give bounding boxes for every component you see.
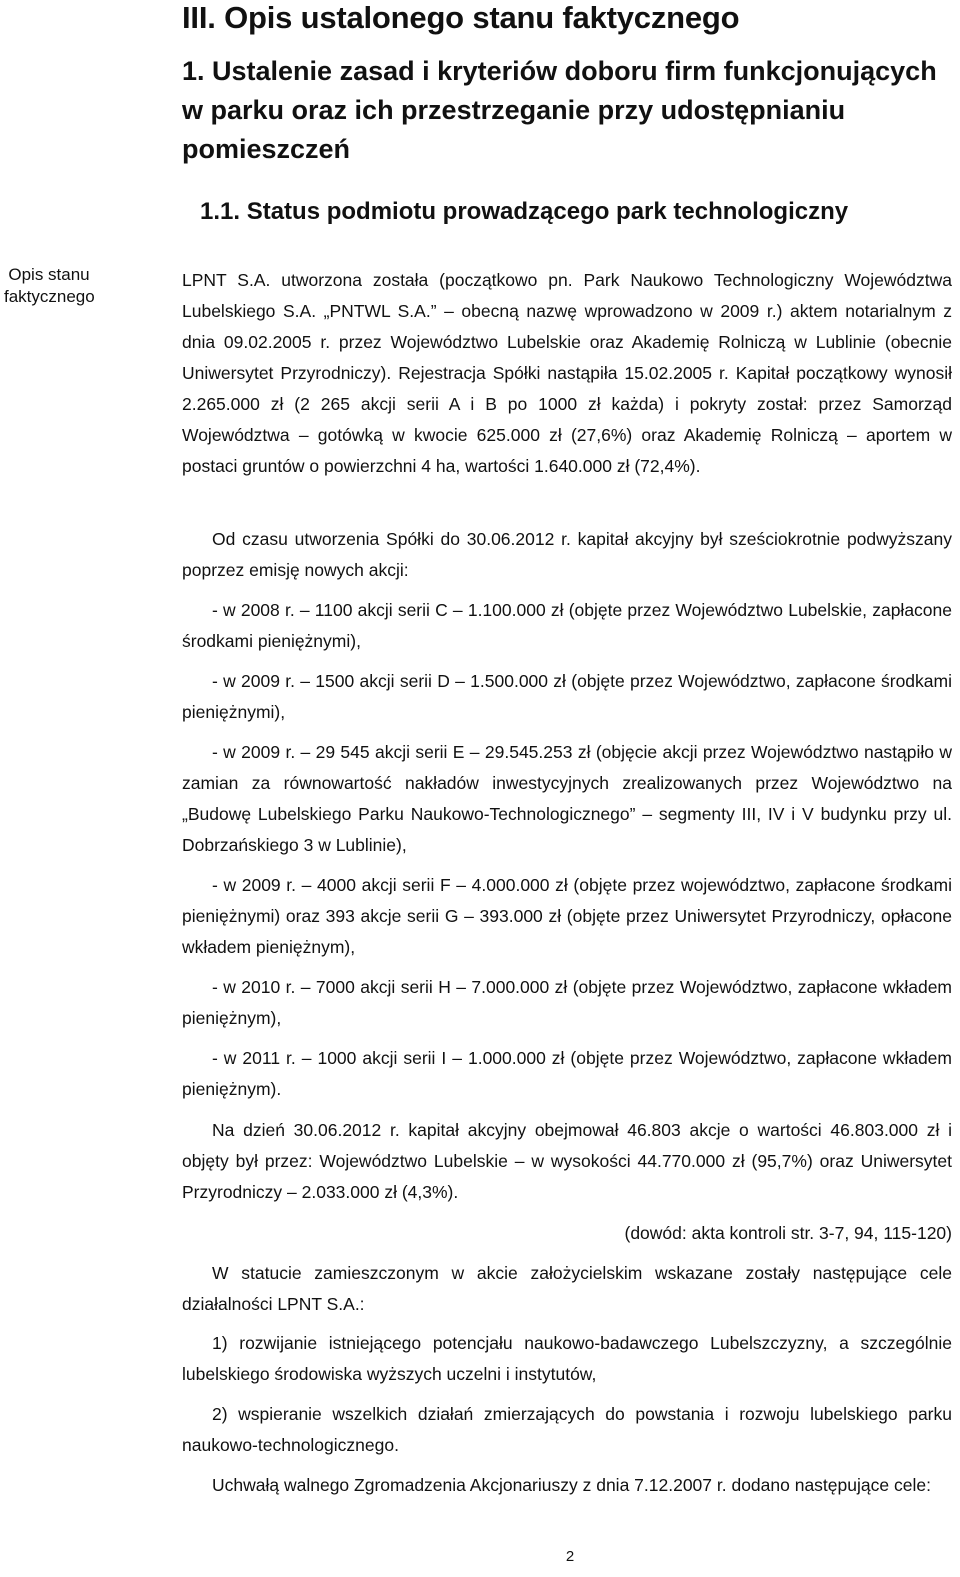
subsection-heading: 1.1. Status podmiotu prowadzącego park technologiczny [200, 198, 849, 225]
paragraph-resolution-goals: Uchwałą walnego Zgromadzenia Akcjonariuszy z dnia 7.12.2007 r. dodano następujące cele: [212, 1475, 931, 1495]
section-heading [182, 52, 952, 169]
list-item-2008-series-c: - w 2008 r. – 1100 akcji serii C – 1.100.000 zł (objęte przez Województwo Lubelskie, zapłacone środkami pieniężnymi), [182, 600, 952, 651]
list-item-goal-2: 2) wspieranie wszelkich działań zmierzających do powstania i rozwoju lubelskiego parku naukowo-technologicznego. [182, 1404, 952, 1455]
section-heading-text: 1. Ustalenie zasad i kryteriów doboru firm funkcjonujących w parku oraz ich przestrzeganie przy udostępnianiu pomieszczeń [182, 56, 937, 164]
paragraph-capital-summary: Na dzień 30.06.2012 r. kapitał akcyjny obejmował 46.803 akcje o wartości 46.803.000 zł i objęty był przez: Województwo Lubelskie – w wysokości 44.770.000 zł (95,7%) oraz Uniwersytet Przyrodniczy – 2.033.000 zł (4,3%). [182, 1120, 952, 1202]
side-label: Opis stanu faktycznego [4, 265, 95, 306]
list-item-2009-series-e: - w 2009 r. – 29 545 akcji serii E – 29.545.253 zł (objęcie akcji przez Województwo nastąpiło w zamian za równowartość nakładów inwestycyjnych zrealizowanych przez Województwo na „Budowę Lubelskiego Parku Naukowo-Technologicznego” – segmenty III, IV i V budynku przy ul. Dobrzańskiego 3 w Lublinie), [182, 742, 952, 855]
page-number: 2 [565, 1548, 575, 1565]
evidence-note: (dowód: akta kontroli str. 3-7, 94, 115-120) [624, 1223, 952, 1243]
list-item-2009-series-f-g: - w 2009 r. – 4000 akcji serii F – 4.000.000 zł (objęte przez województwo, zapłacone środkami pieniężnymi) oraz 393 akcje serii G – 393.000 zł (objęte przez Uniwersytet Przyrodniczy, opłacone wkładem pieniężnym), [182, 875, 952, 957]
paragraph-company-origin: LPNT S.A. utworzona została (początkowo pn. Park Naukowo Technologiczny Województwa Lubelskiego S.A. „PNTWL S.A.” – obecną nazwę wprowadzono w 2009 r.) aktem notarialnym z dnia 09.02.2005 r. przez Województwo Lubelskie oraz Akademię Rolniczą w Lublinie (obecnie Uniwersytet Przyrodniczy). Rejestracja Spółki nastąpiła 15.02.2005 r. Kapitał początkowy wynosił 2.265.000 zł (2 265 akcji serii A i B po 1000 zł każda) i pokryty został: przez Samorząd Województwa – gotówką w kwocie 625.000 zł (27,6%) oraz Akademię Rolniczą – aportem w postaci gruntów o powierzchni 4 ha, wartości 1.640.000 zł (72,4%). [182, 270, 952, 476]
list-item-goal-1: 1) rozwijanie istniejącego potencjału naukowo-badawczego Lubelszczyzny, a szczególnie lubelskiego środowiska wyższych uczelni i instytutów, [182, 1333, 952, 1384]
paragraph-statute-goals: W statucie zamieszczonym w akcie założycielskim wskazane zostały następujące cele działalności LPNT S.A.: [182, 1263, 952, 1314]
list-item-2009-series-d: - w 2009 r. – 1500 akcji serii D – 1.500.000 zł (objęte przez Województwo, zapłacone środkami pieniężnymi), [182, 671, 952, 722]
list-item-2010-series-h: - w 2010 r. – 7000 akcji serii H – 7.000.000 zł (objęte przez Województwo, zapłacone wkładem pieniężnym), [182, 977, 952, 1028]
page-title: III. Opis ustalonego stanu faktycznego [182, 0, 740, 35]
paragraph-capital-increases: Od czasu utworzenia Spółki do 30.06.2012 r. kapitał akcyjny był sześciokrotnie podwyższany poprzez emisję nowych akcji: [182, 529, 952, 580]
list-item-2011-series-i: - w 2011 r. – 1000 akcji serii I – 1.000.000 zł (objęte przez Województwo, zapłacone wkładem pieniężnym). [182, 1048, 952, 1099]
